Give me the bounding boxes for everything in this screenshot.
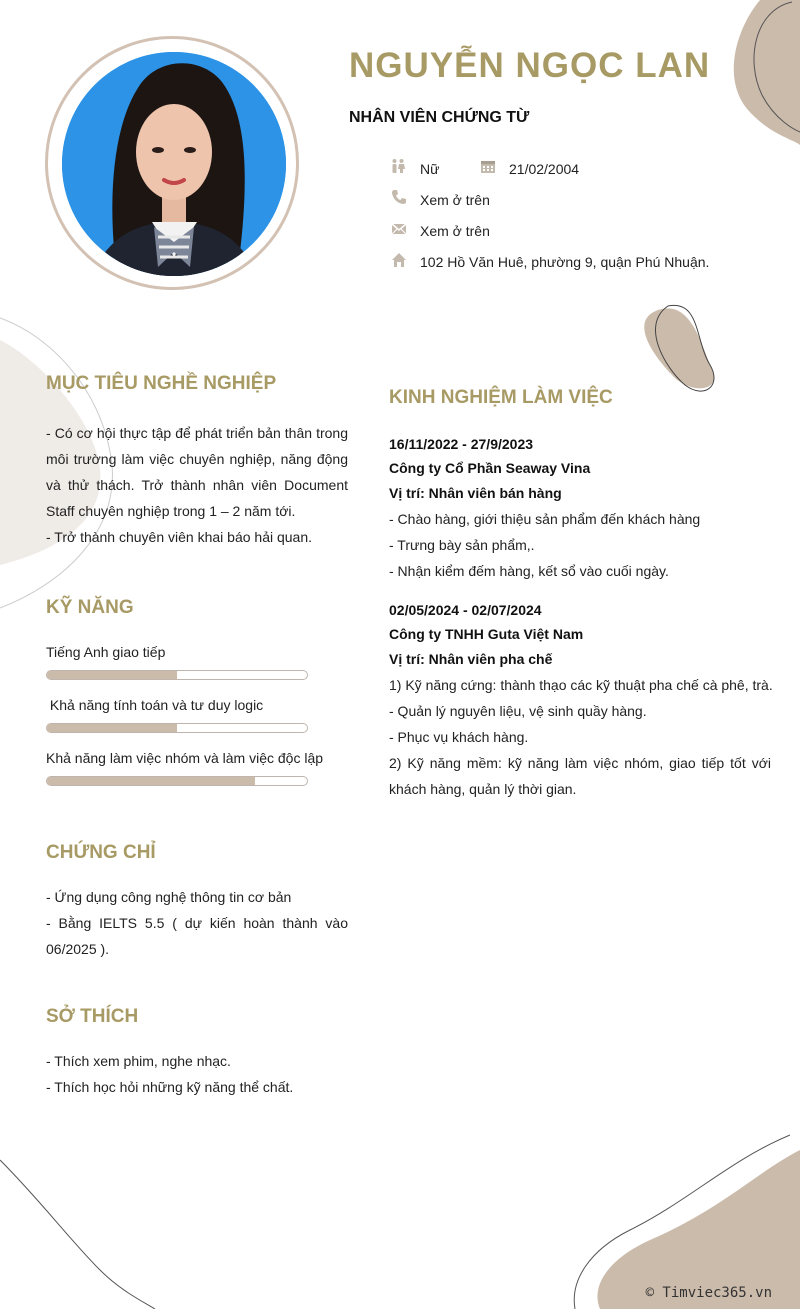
hobbies-text [46,1048,348,1100]
desired-position: NHÂN VIÊN CHỨNG TỪ [349,109,530,126]
objective-title: MỤC TIÊU NGHỀ NGHIỆP [46,373,277,394]
skill-bar [46,776,308,786]
phone-icon [391,189,407,205]
certificates-title: CHỨNG CHỈ [46,842,156,863]
candidate-name: NGUYỄN NGỌC LAN [349,46,711,85]
skills-title: KỸ NĂNG [46,597,134,618]
objective-text [46,420,348,550]
skill-bar-fill [47,724,177,732]
job-task: - Phục vụ khách hàng. [389,729,529,745]
skill-bar [46,670,308,680]
job-task: 1) Kỹ năng cứng: thành thạo các kỹ thuật pha chế cà phê, trà. [389,677,773,693]
job-company: Công ty Cổ Phần Seaway Vina [389,460,591,476]
avatar-photo [62,52,286,276]
certificate-item: - Bằng IELTS 5.5 ( dự kiến hoàn thành vào 06/2025 ). [46,915,348,957]
hobby-item: - Thích học hỏi những kỹ năng thể chất. [46,1079,294,1095]
job-task: - Trưng bày sản phẩm,. [389,537,535,553]
gender-icon [390,158,406,174]
email-text: Xem ở trên [420,223,490,239]
home-icon [391,252,407,268]
experience-title: KINH NGHIỆM LÀM VIỆC [389,387,613,408]
job-period: 02/05/2024 - 02/07/2024 [389,602,542,618]
calendar-icon [480,158,496,174]
objective-line: - Có cơ hội thực tập để phát triển bản thân trong môi trường làm việc chuyên nghiệp, năng động và thử thách. Trở thành nhân viên Document Staff chuyên nghiệp trong 1 – 2 năm tới. [46,425,348,519]
job-company: Công ty TNHH Guta Việt Nam [389,626,584,642]
skill-bar [46,723,308,733]
skill-label: Tiếng Anh giao tiếp [46,644,166,660]
address-text: 102 Hồ Văn Huê, phường 9, quận Phú Nhuận. [420,254,710,270]
job-task: - Nhận kiểm đếm hàng, kết sổ vào cuối ngày. [389,563,669,579]
job-task: - Chào hàng, giới thiệu sản phẩm đến khách hàng [389,511,701,527]
job-role: Vị trí: Nhân viên pha chế [389,651,553,667]
watermark: © Timviec365.vn [645,1285,772,1301]
phone-text: Xem ở trên [420,192,490,208]
certificates-text [46,884,348,962]
certificate-item: - Ứng dụng công nghệ thông tin cơ bản [46,889,292,905]
job-role: Vị trí: Nhân viên bán hàng [389,485,562,501]
skill-bar-fill [47,671,177,679]
job-period: 16/11/2022 - 27/9/2023 [389,436,534,452]
gender-text: Nữ [420,161,440,177]
skill-bar-fill [47,777,255,785]
job-task: 2) Kỹ năng mềm: kỹ năng làm việc nhóm, giao tiếp tốt với khách hàng, quản lý thời gian. [389,755,771,797]
email-icon [391,221,407,237]
hobby-item: - Thích xem phim, nghe nhạc. [46,1053,231,1069]
birthdate-text: 21/02/2004 [509,161,580,177]
skill-label: Khả năng làm việc nhóm và làm việc độc lập [46,750,324,766]
objective-line: - Trở thành chuyên viên khai báo hải quan. [46,529,313,545]
hobbies-title: SỞ THÍCH [46,1006,139,1027]
job-task: - Quản lý nguyên liệu, vệ sinh quầy hàng. [389,703,647,719]
skill-label: Khả năng tính toán và tư duy logic [46,697,264,713]
